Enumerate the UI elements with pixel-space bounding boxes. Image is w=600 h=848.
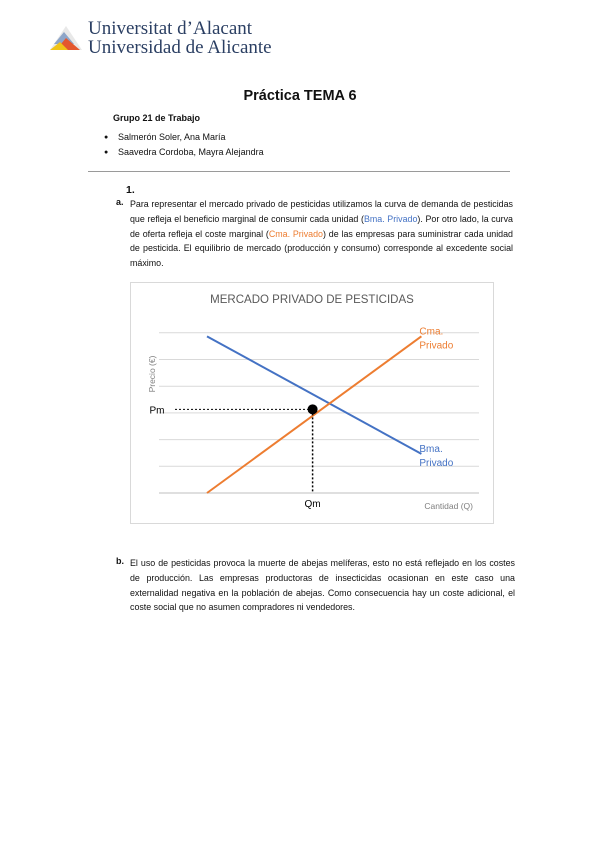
demand-curve [207, 336, 421, 453]
quantity-label-qm: Qm [304, 499, 321, 510]
term-cma: Cma. Privado [268, 228, 323, 239]
y-axis-label: Precio (€) [147, 355, 157, 393]
bullet-icon: ● [104, 134, 109, 142]
university-name-es: Universidad de Alicante [88, 37, 272, 58]
section-number: 1. [126, 184, 135, 196]
demand-label-line2: Privado [419, 457, 454, 469]
x-axis-label: Cantidad (Q) [424, 501, 473, 511]
member-name: Saavedra Cordoba, Mayra Alejandra [118, 147, 264, 157]
demand-label-line1: Bma. [419, 443, 443, 455]
member-item [104, 147, 264, 157]
supply-label-line2: Privado [419, 340, 454, 352]
market-chart [130, 282, 494, 524]
member-name: Salmerón Soler, Ana María [118, 132, 226, 142]
price-label-pm: Pm [149, 405, 165, 417]
paragraph-a-text-2: ). Por otro lado, la curva de oferta refleja el coste marginal ( [130, 213, 513, 239]
term-bma: Bma. Privado [363, 213, 418, 224]
page-title: Práctica TEMA 6 [243, 88, 357, 104]
item-letter-a: a. [116, 197, 124, 207]
paragraph-a-text-3: ) de las empresas para suministrar cada unidad de pesticida. El equilibrio de mercado (producción y consumo) corresponde al excedente social máximo. [130, 228, 513, 269]
divider [88, 171, 510, 172]
bullet-icon: ● [104, 149, 109, 157]
university-name-ca: Universitat d’Alacant [88, 18, 253, 39]
chart-title: MERCADO PRIVADO DE PESTICIDAS [210, 294, 414, 306]
supply-label-line1: Cma. [419, 326, 444, 338]
paragraph-a [130, 197, 513, 271]
member-item [104, 132, 226, 142]
item-letter-b: b. [116, 556, 124, 566]
paragraph-a-text-1: Para representar el mercado privado de pesticidas utilizamos la curva de demanda de pesticidas que refleja el beneficio marginal de consumir cada unidad ( [130, 199, 513, 224]
group-label: Grupo 21 de Trabajo [113, 113, 201, 123]
paragraph-b: El uso de pesticidas provoca la muerte de abejas melíferas, esto no está reflejado en los costes de producción. Las empresas productoras de insecticidas ocasionan en este caso una externalidad negativa en la población de abejas. Como consecuencia hay un coste adicional, el coste social que no asumen compradores ni vendedores. [130, 558, 515, 613]
chart-svg [131, 283, 493, 523]
equilibrium-point [308, 404, 318, 414]
university-logo-icon [46, 20, 86, 56]
